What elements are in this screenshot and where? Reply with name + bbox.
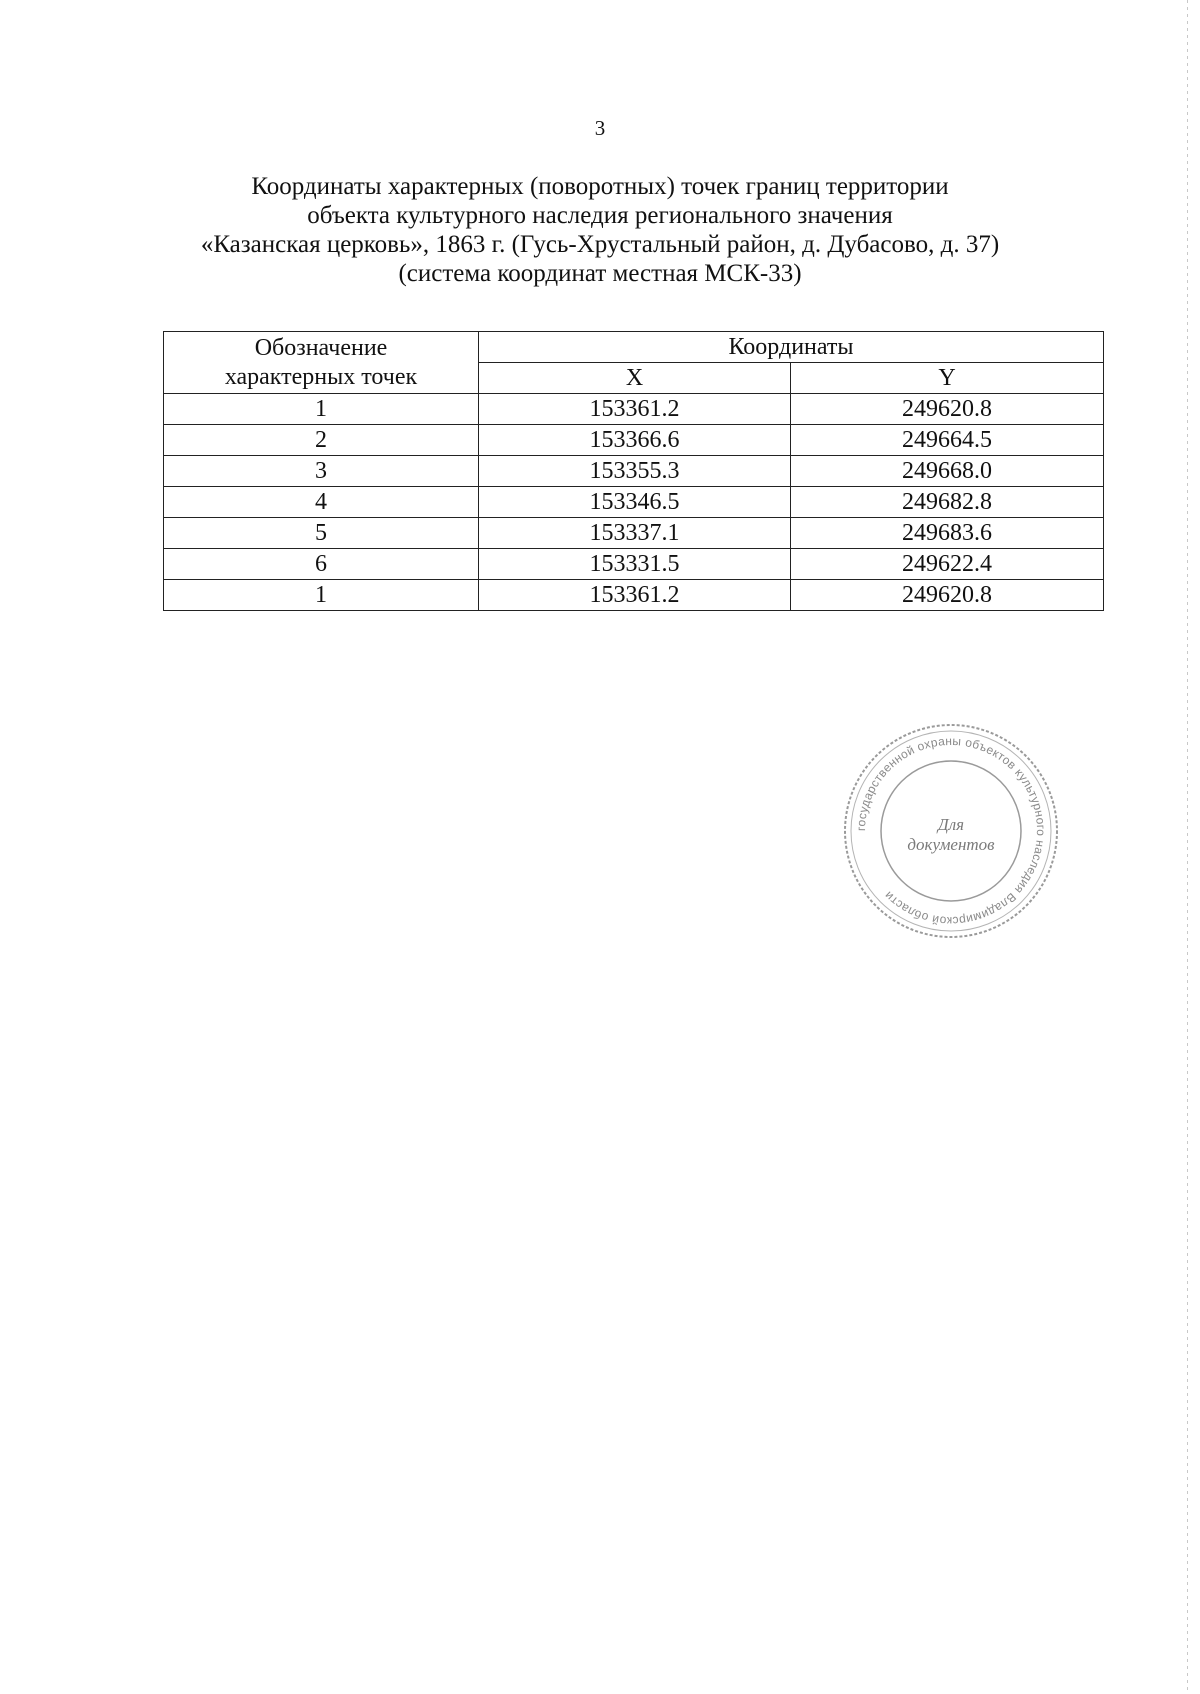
header-coordinates: Координаты bbox=[479, 332, 1104, 363]
cell-point: 1 bbox=[164, 580, 479, 611]
cell-point: 1 bbox=[164, 394, 479, 425]
cell-y: 249620.8 bbox=[791, 580, 1104, 611]
stamp-seal-graphic bbox=[838, 718, 1064, 944]
header-designation-line-2: характерных точек bbox=[224, 363, 418, 390]
cell-y: 249664.5 bbox=[791, 425, 1104, 456]
cell-y: 249683.6 bbox=[791, 518, 1104, 549]
cell-point: 6 bbox=[164, 549, 479, 580]
official-stamp bbox=[838, 718, 1064, 944]
cell-y: 249620.8 bbox=[791, 394, 1104, 425]
cell-x: 153337.1 bbox=[479, 518, 791, 549]
document-title bbox=[0, 172, 1200, 288]
stamp-center-line-1: Для bbox=[937, 815, 965, 834]
cell-y: 249622.4 bbox=[791, 549, 1104, 580]
cell-x: 153331.5 bbox=[479, 549, 791, 580]
cell-point: 5 bbox=[164, 518, 479, 549]
title-line-3: «Казанская церковь», 1863 г. (Гусь-Хрустальный район, д. Дубасово, д. 37) bbox=[200, 231, 1000, 258]
table-row bbox=[164, 487, 1104, 518]
header-x: X bbox=[479, 363, 791, 394]
cell-x: 153361.2 bbox=[479, 580, 791, 611]
cell-point: 3 bbox=[164, 456, 479, 487]
coordinates-table bbox=[163, 331, 1104, 611]
cell-y: 249668.0 bbox=[791, 456, 1104, 487]
stamp-ring-text: государственной охраны объектов культурного наследия Владимирской области bbox=[853, 733, 1049, 929]
title-line-4: (система координат местная МСК-33) bbox=[398, 260, 802, 287]
table-row bbox=[164, 580, 1104, 611]
table-row bbox=[164, 394, 1104, 425]
cell-x: 153346.5 bbox=[479, 487, 791, 518]
cell-point: 2 bbox=[164, 425, 479, 456]
stamp-center-line-2: документов bbox=[907, 835, 995, 854]
header-designation-line-1: Обозначение bbox=[254, 334, 388, 361]
cell-x: 153355.3 bbox=[479, 456, 791, 487]
table-row bbox=[164, 425, 1104, 456]
cell-point: 4 bbox=[164, 487, 479, 518]
cell-y: 249682.8 bbox=[791, 487, 1104, 518]
header-y: Y bbox=[791, 363, 1104, 394]
header-designation bbox=[164, 332, 479, 394]
cell-x: 153366.6 bbox=[479, 425, 791, 456]
title-line-1: Координаты характерных (поворотных) точек границ территории bbox=[251, 173, 949, 200]
title-line-2: объекта культурного наследия регионального значения bbox=[307, 202, 893, 229]
table-row bbox=[164, 549, 1104, 580]
table-row bbox=[164, 518, 1104, 549]
table-row bbox=[164, 456, 1104, 487]
cell-x: 153361.2 bbox=[479, 394, 791, 425]
page-number: 3 bbox=[594, 116, 606, 140]
